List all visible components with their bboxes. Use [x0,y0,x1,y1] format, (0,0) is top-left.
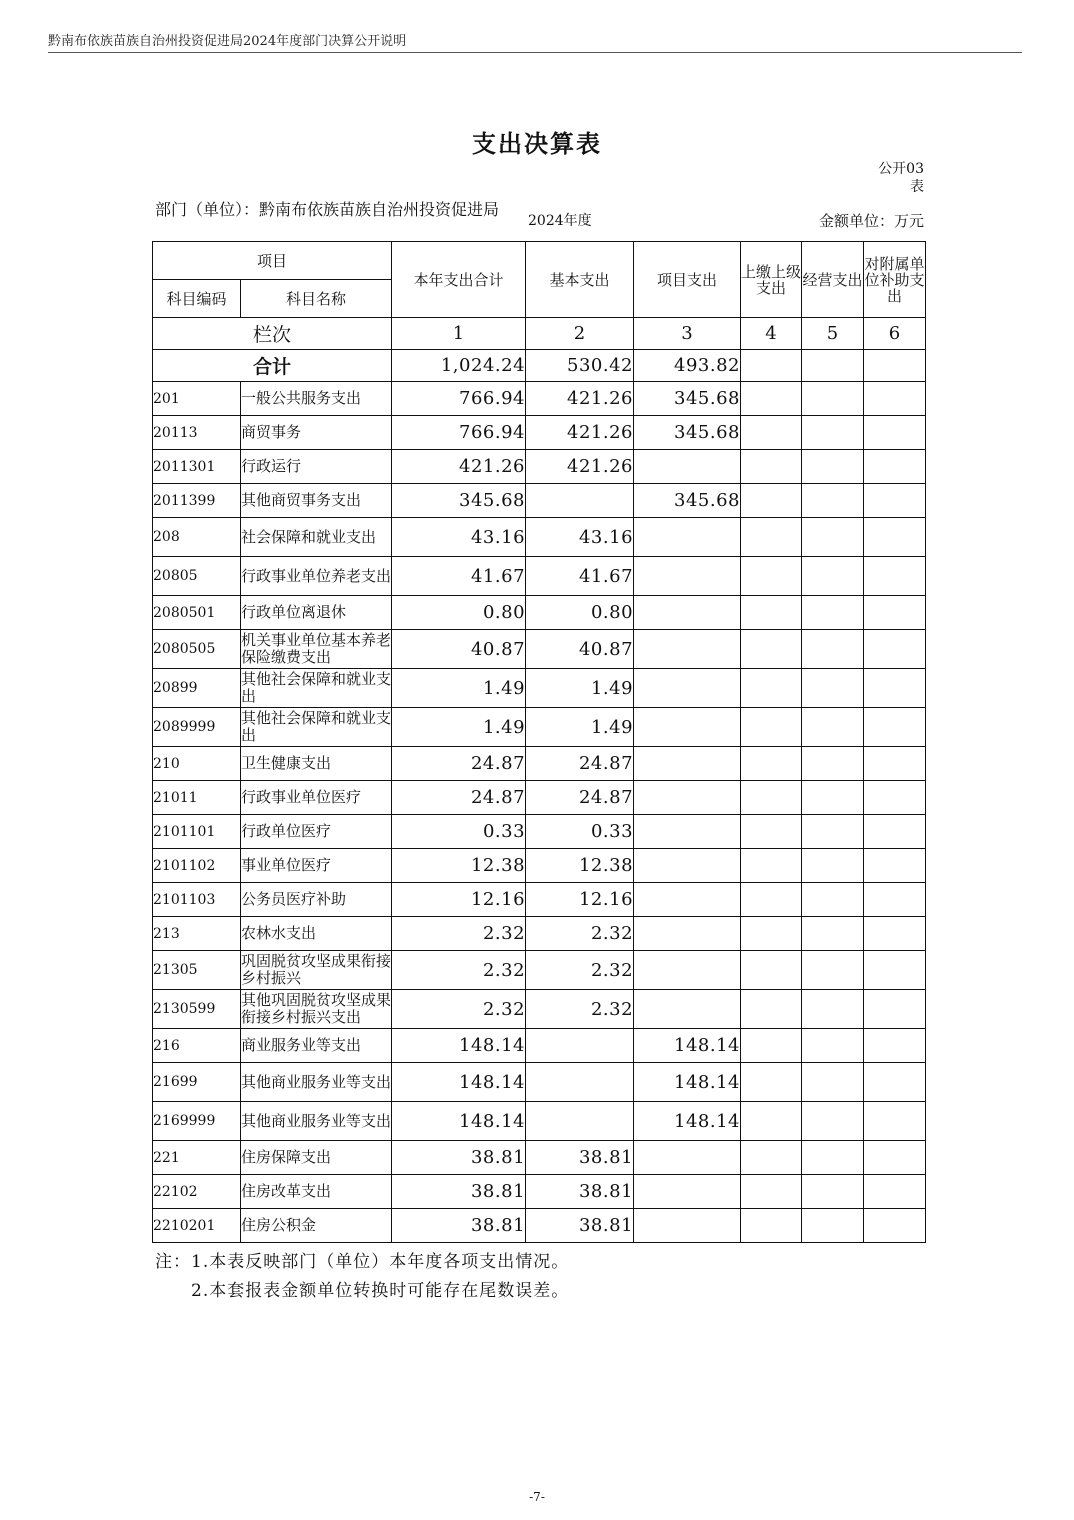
row-code: 20113 [153,416,241,450]
row-basic: 12.16 [526,883,634,917]
row-code: 2011399 [153,484,241,518]
column-index-label: 栏次 [153,318,392,350]
row-project: 345.68 [634,484,741,518]
row-basic [526,1102,634,1141]
row-upper [741,557,802,596]
row-project [634,708,741,747]
row-name: 行政单位医疗 [241,815,392,849]
row-total: 12.38 [392,849,526,883]
row-code: 201 [153,382,241,416]
table-row [153,1063,926,1102]
table-row [153,450,926,484]
header-total: 本年支出合计 [392,242,526,318]
row-upper [741,596,802,630]
total-label: 合计 [153,350,392,382]
row-subsidy [864,1209,926,1243]
row-code: 2080505 [153,630,241,669]
row-subsidy [864,849,926,883]
row-business [802,951,864,990]
row-project: 345.68 [634,382,741,416]
department-label: 部门（单位）：黔南布依族苗族自治州投资促进局 [155,200,500,219]
row-total: 148.14 [392,1029,526,1063]
table-row [153,1175,926,1209]
row-name: 社会保障和就业支出 [241,518,392,557]
header-item: 项目 [153,242,392,280]
row-upper [741,1029,802,1063]
row-basic: 41.67 [526,557,634,596]
row-total: 40.87 [392,630,526,669]
running-header: 黔南布依族苗族自治州投资促进局2024年度部门决算公开说明 [48,34,407,49]
row-subsidy [864,747,926,781]
row-total: 2.32 [392,917,526,951]
row-upper [741,849,802,883]
row-upper [741,815,802,849]
row-code: 21305 [153,951,241,990]
row-business [802,518,864,557]
row-total: 1.49 [392,669,526,708]
row-code: 2089999 [153,708,241,747]
row-upper [741,484,802,518]
row-basic: 421.26 [526,416,634,450]
row-total: 345.68 [392,484,526,518]
row-project: 345.68 [634,416,741,450]
row-upper [741,630,802,669]
row-business [802,484,864,518]
row-subsidy [864,1141,926,1175]
row-total: 2.32 [392,990,526,1029]
row-code: 20805 [153,557,241,596]
row-name: 公务员医疗补助 [241,883,392,917]
header-basic: 基本支出 [526,242,634,318]
row-basic: 0.33 [526,815,634,849]
table-row [153,484,926,518]
row-total: 421.26 [392,450,526,484]
row-business [802,1063,864,1102]
row-project [634,917,741,951]
row-basic: 2.32 [526,951,634,990]
row-code: 2101101 [153,815,241,849]
row-code: 2011301 [153,450,241,484]
row-code: 20899 [153,669,241,708]
column-index-row [153,318,926,350]
row-business [802,669,864,708]
row-upper [741,1209,802,1243]
table-row [153,1102,926,1141]
row-name: 住房改革支出 [241,1175,392,1209]
row-total: 0.80 [392,596,526,630]
row-name: 行政事业单位养老支出 [241,557,392,596]
row-basic: 1.49 [526,708,634,747]
table-row [153,669,926,708]
row-upper [741,781,802,815]
row-upper [741,416,802,450]
row-name: 农林水支出 [241,917,392,951]
table-row [153,416,926,450]
row-business [802,1209,864,1243]
row-business [802,883,864,917]
row-subsidy [864,883,926,917]
row-name: 行政运行 [241,450,392,484]
row-total: 41.67 [392,557,526,596]
note-1: 注：1.本表反映部门（单位）本年度各项支出情况。 [155,1252,570,1272]
row-basic: 38.81 [526,1141,634,1175]
table-row [153,382,926,416]
row-upper [741,1141,802,1175]
row-business [802,917,864,951]
table-row [153,518,926,557]
row-project [634,596,741,630]
row-upper [741,450,802,484]
row-name: 其他社会保障和就业支出 [241,669,392,708]
row-total: 12.16 [392,883,526,917]
total-amount: 1,024.24 [392,350,526,382]
row-code: 21011 [153,781,241,815]
table-row [153,596,926,630]
column-index-3: 3 [634,318,741,350]
header-upper: 上缴上级支出 [741,242,802,318]
row-basic: 421.26 [526,382,634,416]
row-project [634,815,741,849]
row-project [634,630,741,669]
form-code-line2: 表 [910,179,924,195]
column-index-4: 4 [741,318,802,350]
row-total: 38.81 [392,1141,526,1175]
row-code: 2130599 [153,990,241,1029]
row-project [634,557,741,596]
table-row [153,1141,926,1175]
row-project [634,450,741,484]
row-name: 住房公积金 [241,1209,392,1243]
row-project [634,1141,741,1175]
column-index-6: 6 [864,318,926,350]
row-subsidy [864,951,926,990]
form-code [864,160,924,196]
row-subsidy [864,1063,926,1102]
row-name: 行政事业单位医疗 [241,781,392,815]
total-basic: 530.42 [526,350,634,382]
row-project: 148.14 [634,1102,741,1141]
header-business: 经营支出 [802,242,864,318]
column-index-1: 1 [392,318,526,350]
column-index-2: 2 [526,318,634,350]
form-code-line1: 公开03 [878,161,924,177]
fiscal-year-label: 2024年度 [528,213,592,229]
row-subsidy [864,1029,926,1063]
row-upper [741,747,802,781]
row-subsidy [864,630,926,669]
row-total: 148.14 [392,1063,526,1102]
row-total: 766.94 [392,416,526,450]
column-index-5: 5 [802,318,864,350]
row-basic [526,1029,634,1063]
total-row [153,350,926,382]
header-code: 科目编码 [153,280,241,318]
table-row [153,781,926,815]
row-name: 其他社会保障和就业支出 [241,708,392,747]
row-business [802,382,864,416]
row-code: 2210201 [153,1209,241,1243]
row-upper [741,669,802,708]
row-total: 24.87 [392,747,526,781]
row-subsidy [864,450,926,484]
row-total: 148.14 [392,1102,526,1141]
row-basic: 24.87 [526,747,634,781]
table-row [153,883,926,917]
row-business [802,1175,864,1209]
row-business [802,596,864,630]
row-basic: 2.32 [526,917,634,951]
row-name: 机关事业单位基本养老保险缴费支出 [241,630,392,669]
row-project [634,990,741,1029]
row-upper [741,883,802,917]
row-project [634,1175,741,1209]
row-name: 卫生健康支出 [241,747,392,781]
row-total: 24.87 [392,781,526,815]
table-row [153,708,926,747]
note-2: 2.本套报表金额单位转换时可能存在尾数误差。 [191,1281,570,1301]
page-number: -7- [529,1490,545,1504]
row-name: 一般公共服务支出 [241,382,392,416]
row-upper [741,1175,802,1209]
row-business [802,747,864,781]
table-row [153,557,926,596]
row-business [802,781,864,815]
row-name: 其他巩固脱贫攻坚成果衔接乡村振兴支出 [241,990,392,1029]
row-basic [526,484,634,518]
row-business [802,990,864,1029]
row-upper [741,1102,802,1141]
row-subsidy [864,382,926,416]
row-project: 148.14 [634,1063,741,1102]
row-business [802,708,864,747]
row-total: 38.81 [392,1209,526,1243]
table-row [153,815,926,849]
row-basic: 38.81 [526,1209,634,1243]
row-business [802,849,864,883]
row-name: 其他商业服务业等支出 [241,1102,392,1141]
total-project: 493.82 [634,350,741,382]
row-subsidy [864,990,926,1029]
row-business [802,557,864,596]
row-basic: 40.87 [526,630,634,669]
row-basic: 421.26 [526,450,634,484]
row-name: 行政单位离退休 [241,596,392,630]
row-upper [741,382,802,416]
row-business [802,416,864,450]
row-name: 商业服务业等支出 [241,1029,392,1063]
row-code: 22102 [153,1175,241,1209]
row-upper [741,518,802,557]
table-row [153,990,926,1029]
row-subsidy [864,1175,926,1209]
row-subsidy [864,518,926,557]
row-project [634,669,741,708]
row-total: 38.81 [392,1175,526,1209]
row-code: 216 [153,1029,241,1063]
money-unit-label: 金额单位：万元 [818,212,924,230]
row-total: 766.94 [392,382,526,416]
row-business [802,450,864,484]
row-total: 1.49 [392,708,526,747]
row-code: 2101102 [153,849,241,883]
row-name: 住房保障支出 [241,1141,392,1175]
row-upper [741,917,802,951]
row-basic: 2.32 [526,990,634,1029]
header-name: 科目名称 [241,280,392,318]
row-upper [741,990,802,1029]
row-subsidy [864,484,926,518]
row-business [802,1029,864,1063]
row-project [634,849,741,883]
row-code: 2169999 [153,1102,241,1141]
row-total: 2.32 [392,951,526,990]
row-project [634,883,741,917]
row-business [802,815,864,849]
row-code: 208 [153,518,241,557]
row-project [634,747,741,781]
row-upper [741,1063,802,1102]
header-project: 项目支出 [634,242,741,318]
row-subsidy [864,669,926,708]
total-upper [741,350,802,382]
row-subsidy [864,781,926,815]
row-project [634,1209,741,1243]
row-subsidy [864,917,926,951]
row-name: 事业单位医疗 [241,849,392,883]
row-name: 商贸事务 [241,416,392,450]
row-subsidy [864,557,926,596]
row-project [634,781,741,815]
row-basic: 38.81 [526,1175,634,1209]
row-subsidy [864,815,926,849]
row-code: 21699 [153,1063,241,1102]
total-business [802,350,864,382]
row-name: 其他商业服务业等支出 [241,1063,392,1102]
row-project: 148.14 [634,1029,741,1063]
document-title: 支出决算表 [472,129,602,158]
row-basic: 12.38 [526,849,634,883]
row-total: 0.33 [392,815,526,849]
header-divider [48,52,1022,53]
row-business [802,1141,864,1175]
row-code: 210 [153,747,241,781]
row-basic: 43.16 [526,518,634,557]
table-row [153,917,926,951]
row-code: 213 [153,917,241,951]
row-business [802,1102,864,1141]
row-basic: 24.87 [526,781,634,815]
row-project [634,518,741,557]
table-row [153,951,926,990]
row-basic: 1.49 [526,669,634,708]
header-subsidy: 对附属单位补助支出 [864,242,926,318]
row-subsidy [864,416,926,450]
table-row [153,1209,926,1243]
row-upper [741,708,802,747]
row-subsidy [864,1102,926,1141]
row-project [634,951,741,990]
table-row [153,630,926,669]
row-upper [741,951,802,990]
row-name: 其他商贸事务支出 [241,484,392,518]
row-business [802,630,864,669]
row-subsidy [864,596,926,630]
table-notes [155,1248,569,1306]
row-code: 2101103 [153,883,241,917]
row-code: 2080501 [153,596,241,630]
table-row [153,747,926,781]
row-basic: 0.80 [526,596,634,630]
table-row [153,1029,926,1063]
row-code: 221 [153,1141,241,1175]
expenditure-table [152,241,926,1243]
table-row [153,849,926,883]
row-name: 巩固脱贫攻坚成果衔接乡村振兴 [241,951,392,990]
total-subsidy [864,350,926,382]
row-total: 43.16 [392,518,526,557]
row-subsidy [864,708,926,747]
row-basic [526,1063,634,1102]
